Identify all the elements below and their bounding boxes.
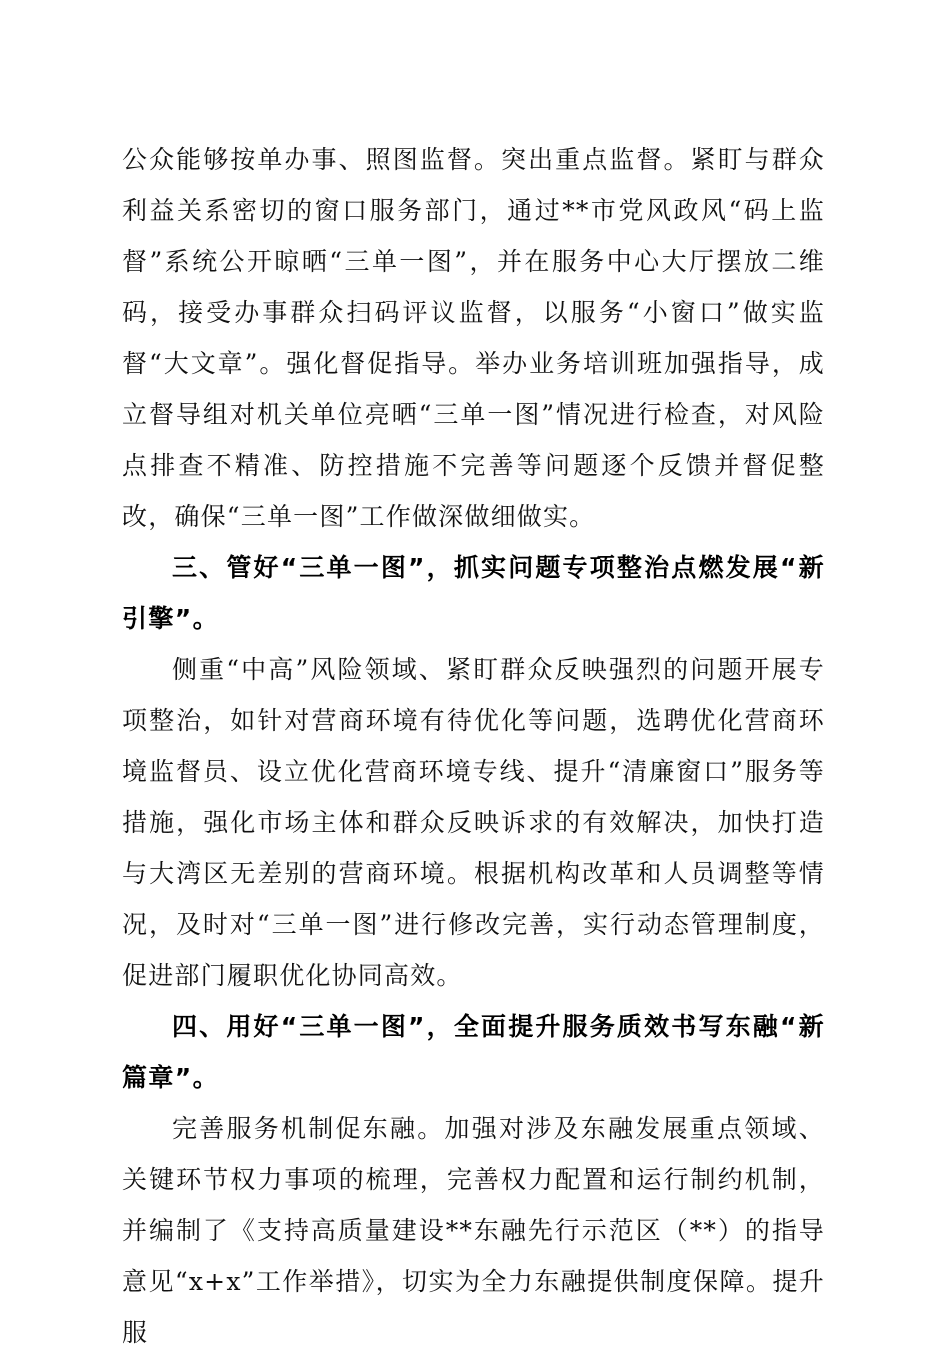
- document-body: [122, 134, 825, 1358]
- section-heading-3: 三、管好“三单一图”，抓实问题专项整治点燃发展“新引擎”。: [122, 553, 825, 633]
- paragraph-service-mechanism: 完善服务机制促东融。加强对涉及东融发展重点领域、关键环节权力事项的梳理，完善权力配置和运行制约机制，并编制了《支持高质量建设**东融先行示范区（**）的指导意见“x+x”工作举措》，切实为全力东融提供制度保障。提升服: [122, 1114, 825, 1347]
- paragraph-special-rectification: 侧重“中高”风险领域、紧盯群众反映强烈的问题开展专项整治，如针对营商环境有待优化等问题，选聘优化营商环境监督员、设立优化营商环境专线、提升“清廉窗口”服务等措施，强化市场主体和群众反映诉求的有效解决，加快打造与大湾区无差别的营商环境。根据机构改革和人员调整等情况，及时对“三单一图”进行修改完善，实行动态管理制度，促进部门履职优化协同高效。: [122, 655, 825, 990]
- paragraph-supervision-continued: 公众能够按单办事、照图监督。突出重点监督。紧盯与群众利益关系密切的窗口服务部门，通过**市党风政风“码上监督”系统公开晾晒“三单一图”，并在服务中心大厅摆放二维码，接受办事群众扫码评议监督，以服务“小窗口”做实监督“大文章”。强化督促指导。举办业务培训班加强指导，成立督导组对机关单位亮晒“三单一图”情况进行检查，对风险点排查不精准、防控措施不完善等问题逐个反馈并督促整改，确保“三单一图”工作做深做细做实。: [122, 145, 825, 531]
- section-heading-4: 四、用好“三单一图”，全面提升服务质效书写东融“新篇章”。: [122, 1012, 825, 1092]
